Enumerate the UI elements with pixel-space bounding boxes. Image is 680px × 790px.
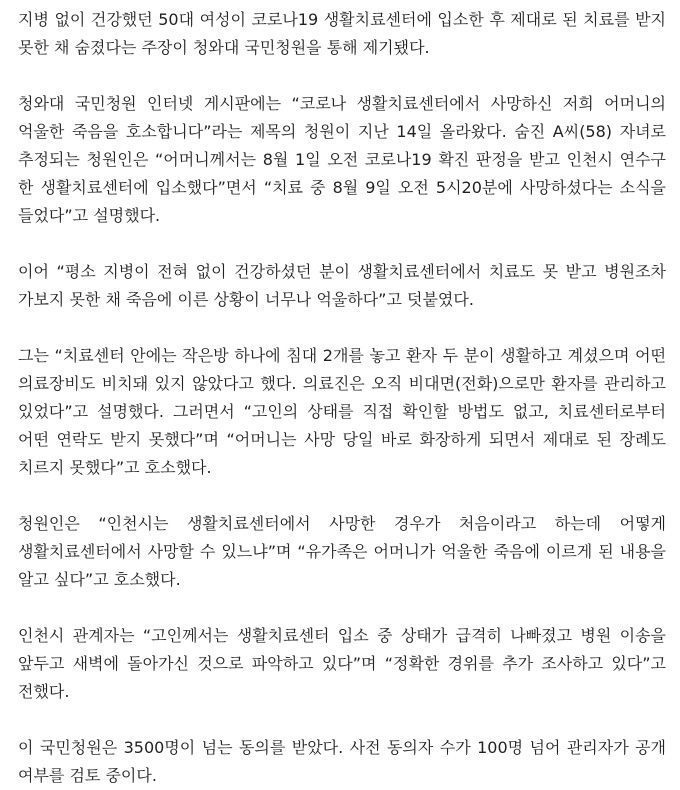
article-paragraph: 그는 “치료센터 안에는 작은방 하나에 침대 2개를 놓고 환자 두 분이 생활하고 계셨으며 어떤 의료장비도 비치돼 있지 않았다고 했다. 의료진은 오직 비대면(전화)으로만 환자를 관리하고 있었다”고 설명했다. 그러면서 “고인의 상태를 직접 확인할 방법도 없고, 치료센터로부터 어떤 연락도 받지 못했다”며 “어머니는 사망 당일 바로 화장하게 되면서 제대로 된 장례도 치르지 못했다”고 호소했다. [18,346,666,477]
article-paragraph: 이어 “평소 지병이 전혀 없이 건강하셨던 분이 생활치료센터에서 치료도 못 받고 병원조차 가보지 못한 채 죽음에 이른 상황이 너무나 억울하다”고 덧붙였다. [18,262,666,309]
article-paragraph: 지병 없이 건강했던 50대 여성이 코로나19 생활치료센터에 입소한 후 제대로 된 치료를 받지 못한 채 숨졌다는 주장이 청와대 국민청원을 통해 제기됐다. [18,10,666,57]
article-paragraph: 인천시 관계자는 “고인께서는 생활치료센터 입소 중 상태가 급격히 나빠졌고 병원 이송을 앞두고 새벽에 돌아가신 것으로 파악하고 있다”며 “정확한 경위를 추가 조사하고 있다”고 전했다. [18,626,666,701]
article-paragraph: 청원인은 “인천시는 생활치료센터에서 사망한 경우가 처음이라고 하는데 어떻게 생활치료센터에서 사망할 수 있느냐”며 “유가족은 어머니가 억울한 죽음에 이르게 된 내용을 알고 싶다”고 호소했다. [18,514,666,589]
article-paragraph: 이 국민청원은 3500명이 넘는 동의를 받았다. 사전 동의자 수가 100명 넘어 관리자가 공개 여부를 검토 중이다. [18,738,666,785]
article-paragraph: 청와대 국민청원 인터넷 게시판에는 “코로나 생활치료센터에서 사망하신 저희 어머니의 억울한 죽음을 호소합니다”라는 제목의 청원이 지난 14일 올라왔다. 숨진 A씨(58) 자녀로 추정되는 청원인은 “어머니께서는 8월 1일 오전 코로나19 확진 판정을 받고 인천시 연수구 한 생활치료센터에 입소했다”면서 “치료 중 8월 9일 오전 5시20분에 사망하셨다는 소식을 들었다”고 설명했다. [18,94,666,225]
